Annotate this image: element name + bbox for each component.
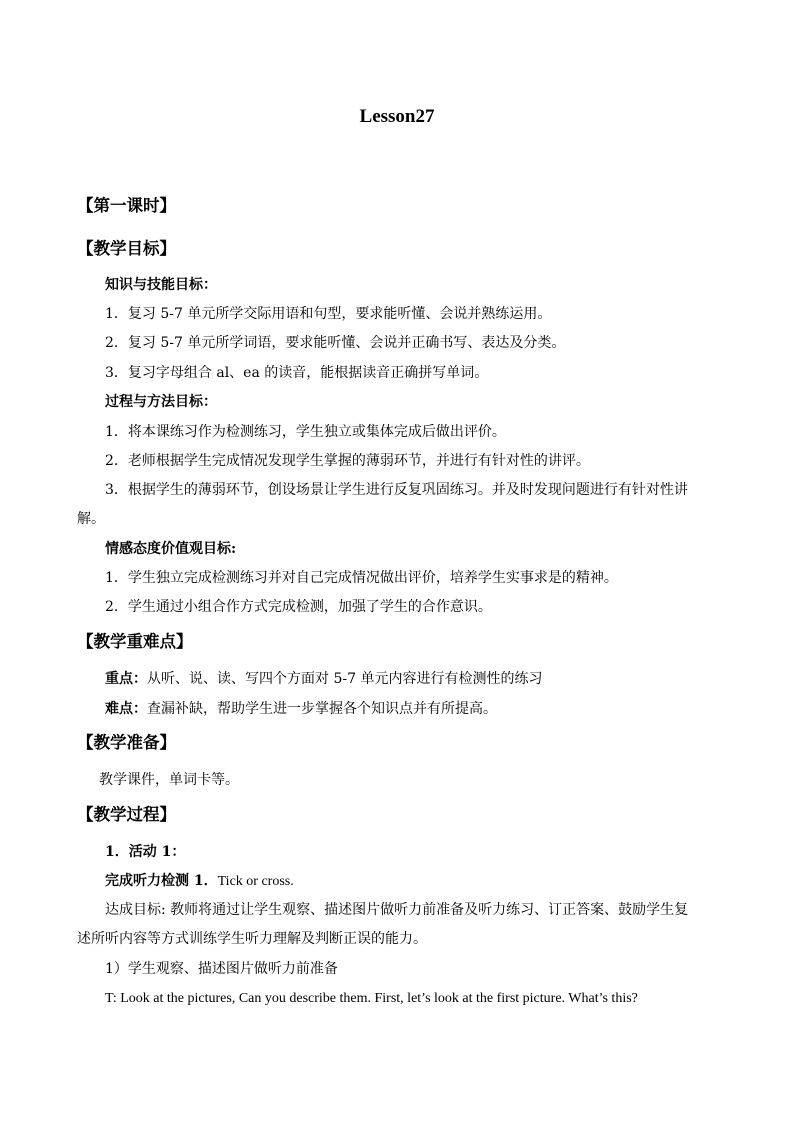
section-heading-preparation: 【教学准备】 xyxy=(77,733,176,752)
activity-1-heading: 1．活动 1： xyxy=(105,844,186,860)
step-1: 1）学生观察、描述图片做听力前准备 xyxy=(105,961,338,977)
page-title: Lesson27 xyxy=(359,106,435,127)
emotion-goals-heading: 情感态度价值观目标: xyxy=(105,541,237,557)
section-heading-goals: 【教学目标】 xyxy=(77,239,176,258)
process-goal-2: 2．老师根据学生完成情况发现学生掌握的薄弱环节，并进行有针对性的讲评。 xyxy=(105,453,590,469)
section-heading-key-points: 【教学重难点】 xyxy=(77,632,193,651)
section-heading-class: 【第一课时】 xyxy=(77,196,176,215)
knowledge-goals-heading: 知识与技能目标： xyxy=(105,277,217,293)
emotion-goal-2: 2．学生通过小组合作方式完成检测，加强了学生的合作意识。 xyxy=(105,599,492,615)
listening-task-english: Tick or cross. xyxy=(217,874,294,889)
focus-label: 重点： xyxy=(105,671,147,687)
difficulty-label: 难点： xyxy=(105,701,147,717)
preparation-text: 教学课件，单词卡等。 xyxy=(99,772,239,788)
focus-point xyxy=(105,670,542,688)
difficulty-text: 查漏补缺，帮助学生进一步掌握各个知识点并有所提高。 xyxy=(147,701,497,717)
knowledge-goal-2: 2．复习 5-7 单元所学词语，要求能听懂、会说并正确书写、表达及分类。 xyxy=(105,335,566,351)
process-goals-heading: 过程与方法目标： xyxy=(105,394,217,410)
focus-text: 从听、说、读、写四个方面对 5-7 单元内容进行有检测性的练习 xyxy=(147,671,543,687)
emotion-goal-1: 1．学生独立完成检测练习并对自己完成情况做出评价，培养学生实事求是的精神。 xyxy=(105,570,618,586)
process-goal-1: 1．将本课练习作为检测练习，学生独立或集体完成后做出评价。 xyxy=(105,424,506,440)
section-heading-process: 【教学过程】 xyxy=(77,805,176,824)
difficulty-point xyxy=(105,700,497,718)
activity-aim: 达成目标: 教师将通过让学生观察、描述图片做听力前准备及听力练习、订正答案、鼓励学生复述所听内容等方式训练学生听力理解及判断正误的能力。 xyxy=(77,902,689,947)
knowledge-goal-1: 1．复习 5-7 单元所学交际用语和句型，要求能听懂、会说并熟练运用。 xyxy=(105,306,552,322)
process-goal-3: 3．根据学生的薄弱环节，创设场景让学生进行反复巩固练习。并及时发现问题进行有针对性讲解。 xyxy=(77,482,688,527)
knowledge-goal-3: 3．复习字母组合 al、ea 的读音，能根据读音正确拼写单词。 xyxy=(105,365,489,381)
teacher-dialog: T: Look at the pictures, Can you describe them. First, let’s look at the first picture. What’s this? xyxy=(105,991,638,1006)
listening-task-label: 完成听力检测 1． xyxy=(105,873,218,889)
listening-task xyxy=(105,872,294,891)
